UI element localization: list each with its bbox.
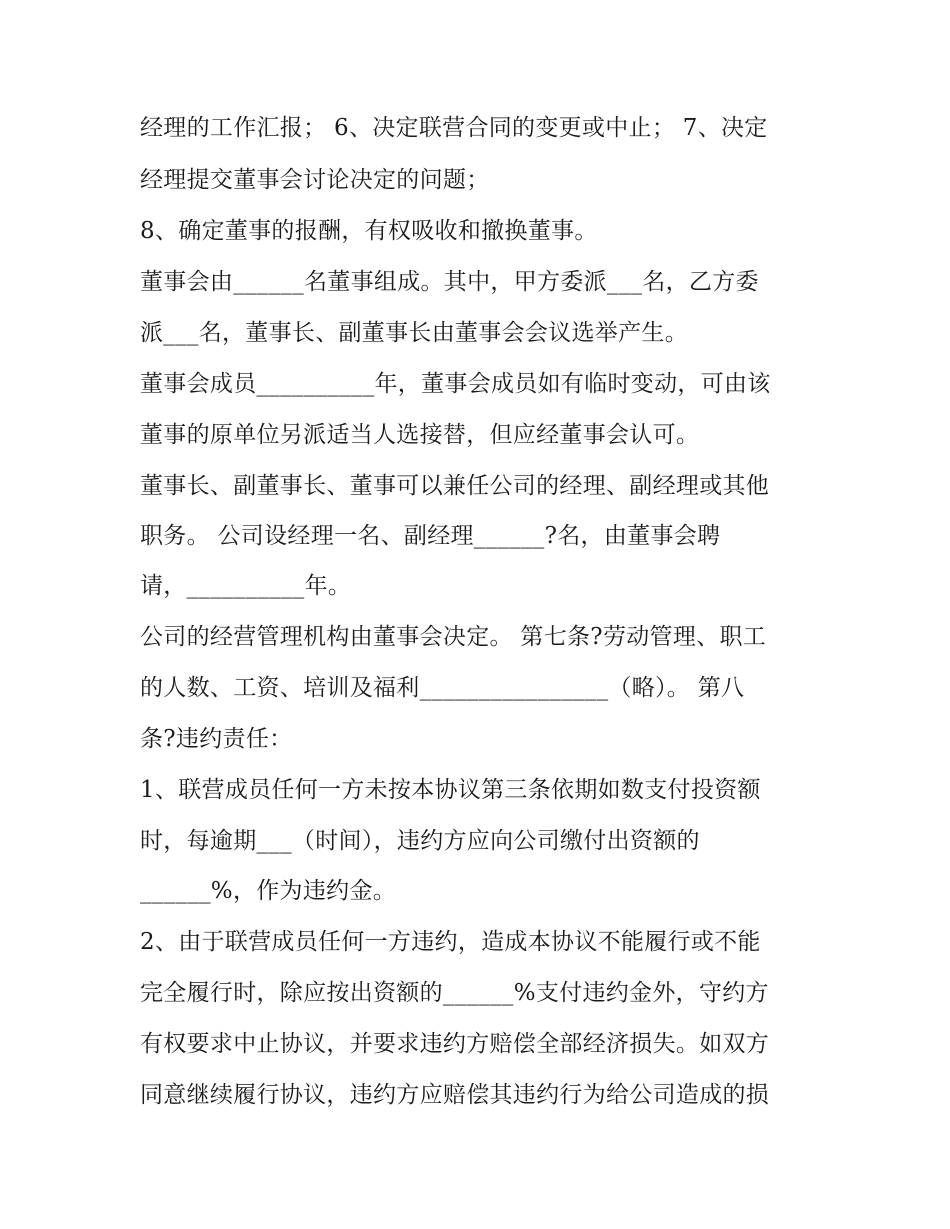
text-line: 1、联营成员任何一方未按本协议第三条依期如数支付投资额	[140, 777, 761, 803]
text-line: 董事长、副董事长、董事可以兼任公司的经理、副经理或其他	[140, 473, 770, 499]
text-line: 派___名，董事长、副董事长由董事会会议选举产生。	[140, 320, 688, 346]
text-line: 董事的原单位另派适当人选接替，但应经董事会认可。	[140, 422, 700, 448]
text-line: 2、由于联营成员任何一方违约，造成本协议不能履行或不能	[140, 929, 761, 955]
text-line: 董事会由______名董事组成。其中，甲方委派___名，乙方委	[140, 269, 759, 295]
text-line: ______%，作为违约金。	[140, 878, 397, 904]
text-line: 同意继续履行协议，违约方应赔偿其违约行为给公司造成的损	[140, 1082, 770, 1108]
text-line: 完全履行时，除应按出资额的______%支付违约金外，守约方	[140, 980, 769, 1006]
text-line: 时，每逾期___（时间），违约方应向公司缴付出资额的	[140, 828, 700, 854]
text-line: 有权要求中止协议，并要求违约方赔偿全部经济损失。如双方	[140, 1031, 770, 1057]
text-line: 请，__________年。	[140, 573, 352, 599]
text-line: 经理提交董事会讨论决定的问题；	[140, 167, 490, 193]
text-line: 8、确定董事的报酬，有权吸收和撤换董事。	[140, 218, 598, 244]
text-line: 的人数、工资、培训及福利________________（略）。 第八	[140, 675, 745, 701]
text-line: 职务。 公司设经理一名、副经理______?名，由董事会聘	[140, 523, 721, 549]
text-line: 董事会成员__________年，董事会成员如有临时变动，可由该	[140, 371, 771, 397]
text-line: 公司的经营管理机构由董事会决定。 第七条?劳动管理、职工	[140, 624, 767, 650]
text-line: 条?违约责任：	[140, 726, 293, 752]
text-line: 经理的工作汇报； 6、决定联营合同的变更或中止； 7、决定	[140, 115, 768, 141]
